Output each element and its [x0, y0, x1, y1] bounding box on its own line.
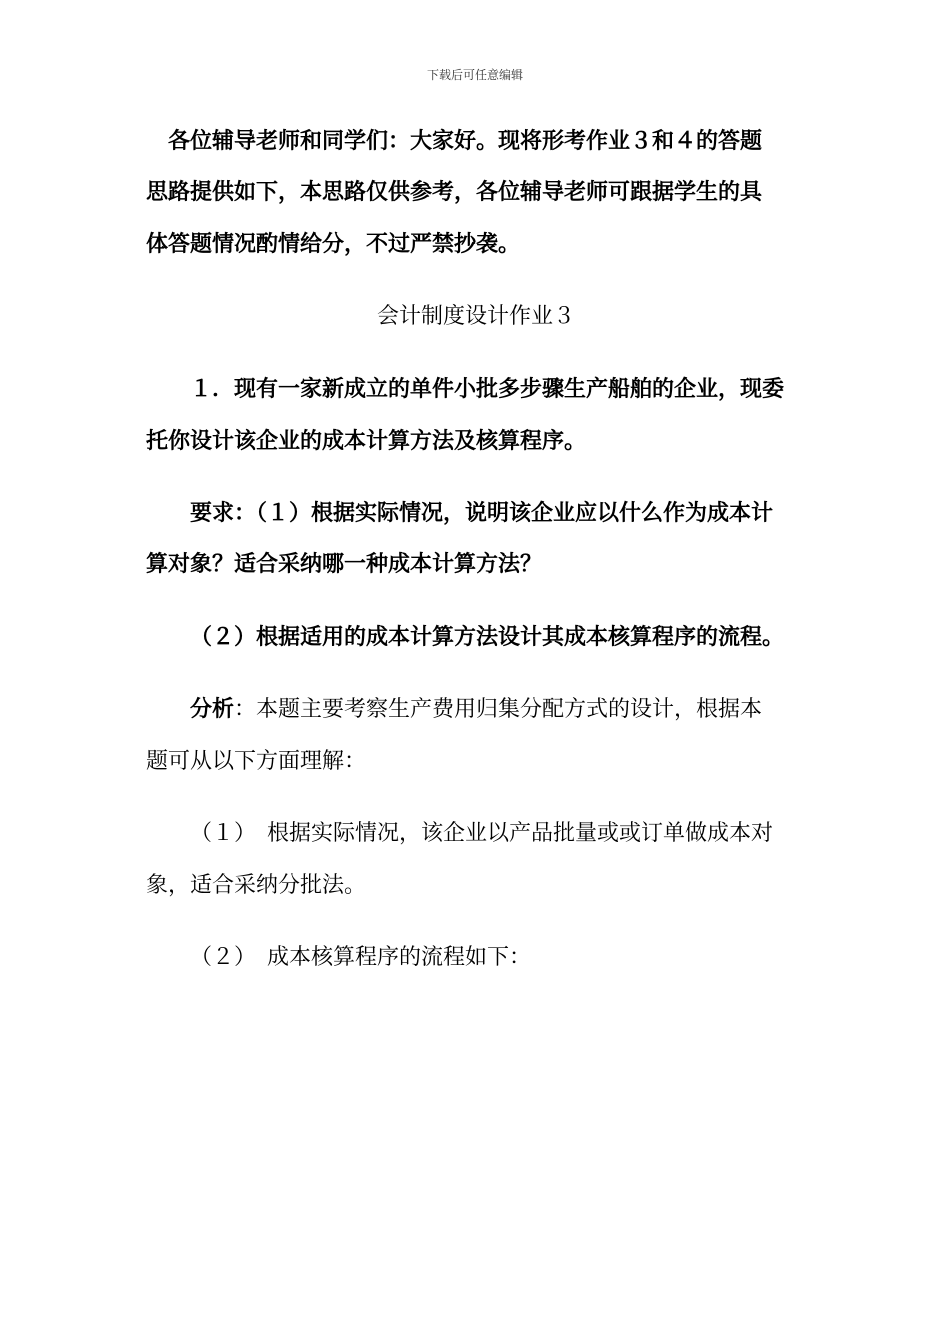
requirement-line-2: 算对象？适合采纳哪一种成本计算方法？: [146, 551, 543, 577]
document-title: 会计制度设计作业３: [376, 304, 575, 329]
question-1-line-2: 托你设计该企业的成本计算方法及核算程序。: [146, 428, 587, 454]
analysis-line-1: [190, 692, 762, 723]
analysis-text: ：本题主要考察生产费用归集分配方式的设计，根据本: [234, 697, 763, 722]
analysis-line-2: 题可从以下方面理解：: [146, 749, 367, 774]
intro-line-1: 各位辅导老师和同学们：大家好。现将形考作业３和４的答题: [168, 128, 763, 154]
intro-line-2: 思路提供如下，本思路仅供参考，各位辅导老师可跟据学生的具: [146, 179, 763, 205]
requirement-line-1: 要求：（１）根据实际情况，说明该企业应以什么作为成本计: [190, 500, 774, 526]
answer-1-line-2: 象，适合采纳分批法。: [146, 873, 367, 898]
requirement-line-3: （２）根据适用的成本计算方法设计其成本核算程序的流程。: [190, 624, 785, 650]
intro-line-3: 体答题情况酌情给分，不过严禁抄袭。: [146, 231, 521, 257]
answer-2: （２） 成本核算程序的流程如下：: [190, 945, 532, 970]
question-1-line-1: １．现有一家新成立的单件小批多步骤生产船舶的企业，现委: [190, 376, 785, 402]
page-header: 下载后可任意编辑: [426, 68, 523, 82]
analysis-label: 分析: [190, 696, 235, 722]
answer-1-line-1: （１） 根据实际情况，该企业以产品批量或或订单做成本对: [190, 821, 774, 846]
